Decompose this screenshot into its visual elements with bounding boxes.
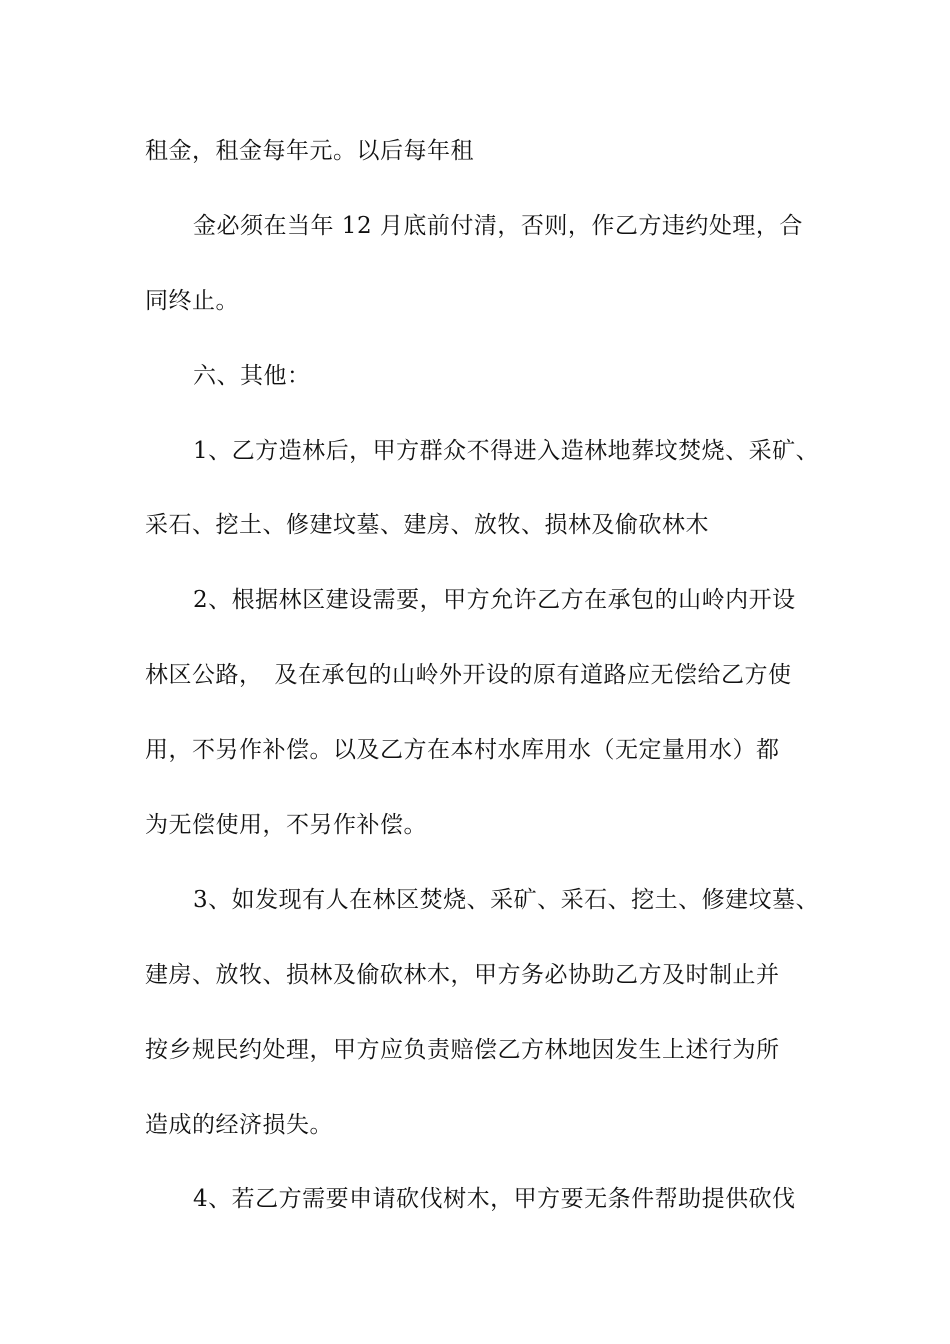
text-line: 为无偿使用，不另作补偿。 <box>145 812 427 838</box>
text-line: 建房、放牧、损林及偷砍林木，甲方务必协助乙方及时制止并 <box>145 962 780 988</box>
section-heading: 六、其他： <box>193 363 311 389</box>
text-line: 1、乙方造林后，甲方群众不得进入造林地葬坟焚烧、采矿、 <box>193 438 820 464</box>
text-line: 同终止。 <box>145 288 239 314</box>
text-line: 用，不另作补偿。以及乙方在本村水库用水（无定量用水）都 <box>145 737 780 763</box>
text-line: 2、根据林区建设需要，甲方允许乙方在承包的山岭内开设 <box>193 587 796 613</box>
text-line: 3、如发现有人在林区焚烧、采矿、采石、挖土、修建坟墓、 <box>193 887 820 913</box>
text-line: 林区公路， 及在承包的山岭外开设的原有道路应无偿给乙方使 <box>145 662 792 688</box>
text-line: 造成的经济损失。 <box>145 1112 333 1138</box>
text-line: 租金，租金每年元。以后每年租 <box>145 138 474 164</box>
text-line: 采石、挖土、修建坟墓、建房、放牧、损林及偷砍林木 <box>145 512 709 538</box>
text-line: 金必须在当年 12 月底前付清，否则，作乙方违约处理，合 <box>193 213 803 239</box>
text-line: 按乡规民约处理，甲方应负责赔偿乙方林地因发生上述行为所 <box>145 1037 780 1063</box>
text-line: 4、若乙方需要申请砍伐树木，甲方要无条件帮助提供砍伐 <box>193 1186 796 1212</box>
